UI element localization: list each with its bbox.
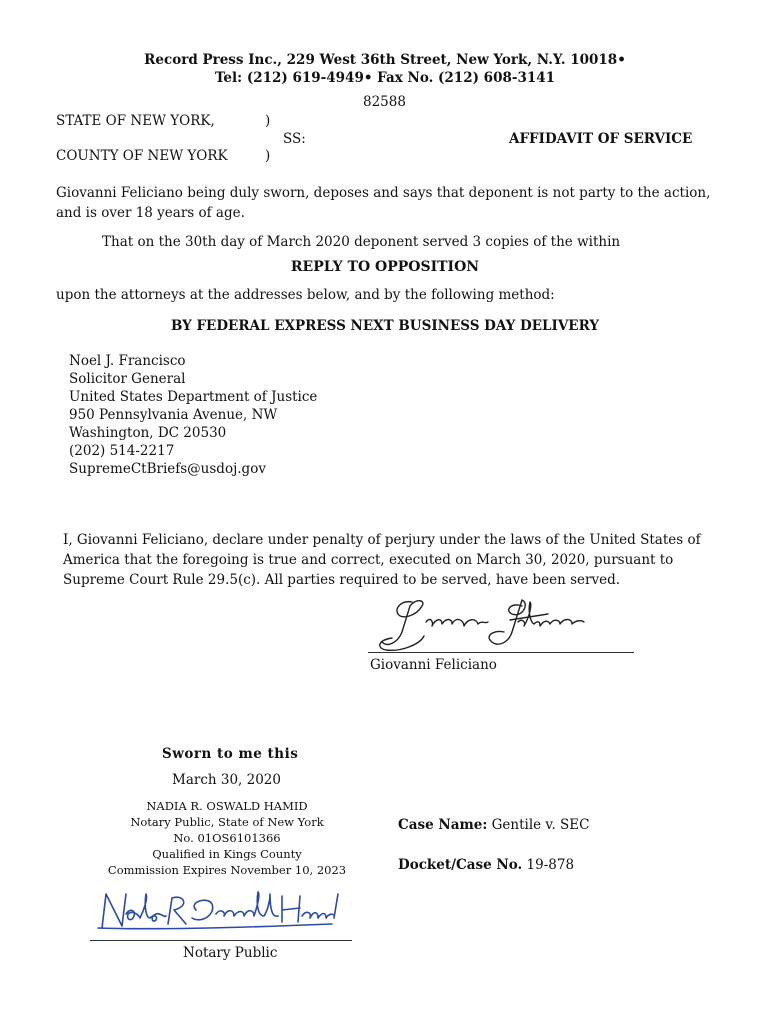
recipient-organization: United States Department of Justice (69, 389, 318, 405)
docket-value: 19-878 (526, 857, 575, 873)
signer-name: Giovanni Feliciano (370, 657, 497, 673)
recipient-email: SupremeCtBriefs@usdoj.gov (69, 461, 266, 477)
recipient-city: Washington, DC 20530 (69, 425, 227, 441)
sworn-statement: Sworn to me this (162, 746, 299, 762)
case-name-value: Gentile v. SEC (491, 817, 590, 833)
notary-title: Notary Public (183, 945, 278, 961)
signer-signature-line (368, 652, 634, 653)
service-method: BY FEDERAL EXPRESS NEXT BUSINESS DAY DELIVERY (170, 318, 600, 334)
notary-county: Qualified in Kings County (152, 847, 302, 861)
case-name-label: Case Name: (398, 817, 488, 833)
recipient-title: Solicitor General (69, 371, 186, 387)
notary-number: No. 01OS6101366 (173, 831, 281, 845)
affidavit-title: AFFIDAVIT OF SERVICE (509, 131, 693, 147)
recipient-phone: (202) 514-2217 (69, 443, 175, 459)
case-name (398, 817, 589, 833)
notary-signature-line (90, 940, 352, 941)
header-phone-line: Tel: (212) 619-4949• Fax No. (212) 608-3141 (214, 70, 556, 86)
notary-stamp (100, 798, 354, 878)
docket-number (398, 857, 574, 873)
notary-commission: Commission Expires November 10, 2023 (107, 863, 347, 877)
served-document-title: REPLY TO OPPOSITION (290, 259, 480, 275)
venue-ss: SS: (283, 131, 306, 147)
docket-label: Docket/Case No. (398, 857, 523, 873)
venue-paren-top: ) (265, 113, 271, 129)
recipient-street: 950 Pennsylvania Avenue, NW (69, 407, 278, 423)
notary-name: NADIA R. OSWALD HAMID (146, 799, 308, 813)
signer-signature (372, 592, 612, 652)
notary-signature (92, 888, 342, 938)
header-address-line: Record Press Inc., 229 West 36th Street, New York, N.Y. 10018• (144, 52, 626, 68)
addresses-intro: upon the attorneys at the addresses below, and by the following method: (56, 287, 555, 303)
venue-paren-bottom: ) (265, 148, 271, 164)
notary-state: Notary Public, State of New York (130, 815, 324, 829)
service-paragraph: That on the 30th day of March 2020 deponent served 3 copies of the within (102, 234, 621, 250)
recipient-name: Noel J. Francisco (69, 353, 186, 369)
venue-state: STATE OF NEW YORK, (56, 113, 215, 129)
declaration-paragraph: I, Giovanni Feliciano, declare under penalty of perjury under the laws of the United States of America that the foregoing is true and correct, executed on March 30, 2020, pursuant to Supreme Court Rule 29.5(c). All parties required to be served, have been served. (63, 532, 701, 588)
venue-county: COUNTY OF NEW YORK (56, 148, 228, 164)
recipient-address (69, 352, 317, 478)
reference-number: 82588 (363, 94, 406, 110)
sworn-date: March 30, 2020 (172, 772, 281, 788)
deponent-paragraph: Giovanni Feliciano being duly sworn, deposes and says that deponent is not party to the action, and is over 18 years of age. (56, 185, 711, 221)
